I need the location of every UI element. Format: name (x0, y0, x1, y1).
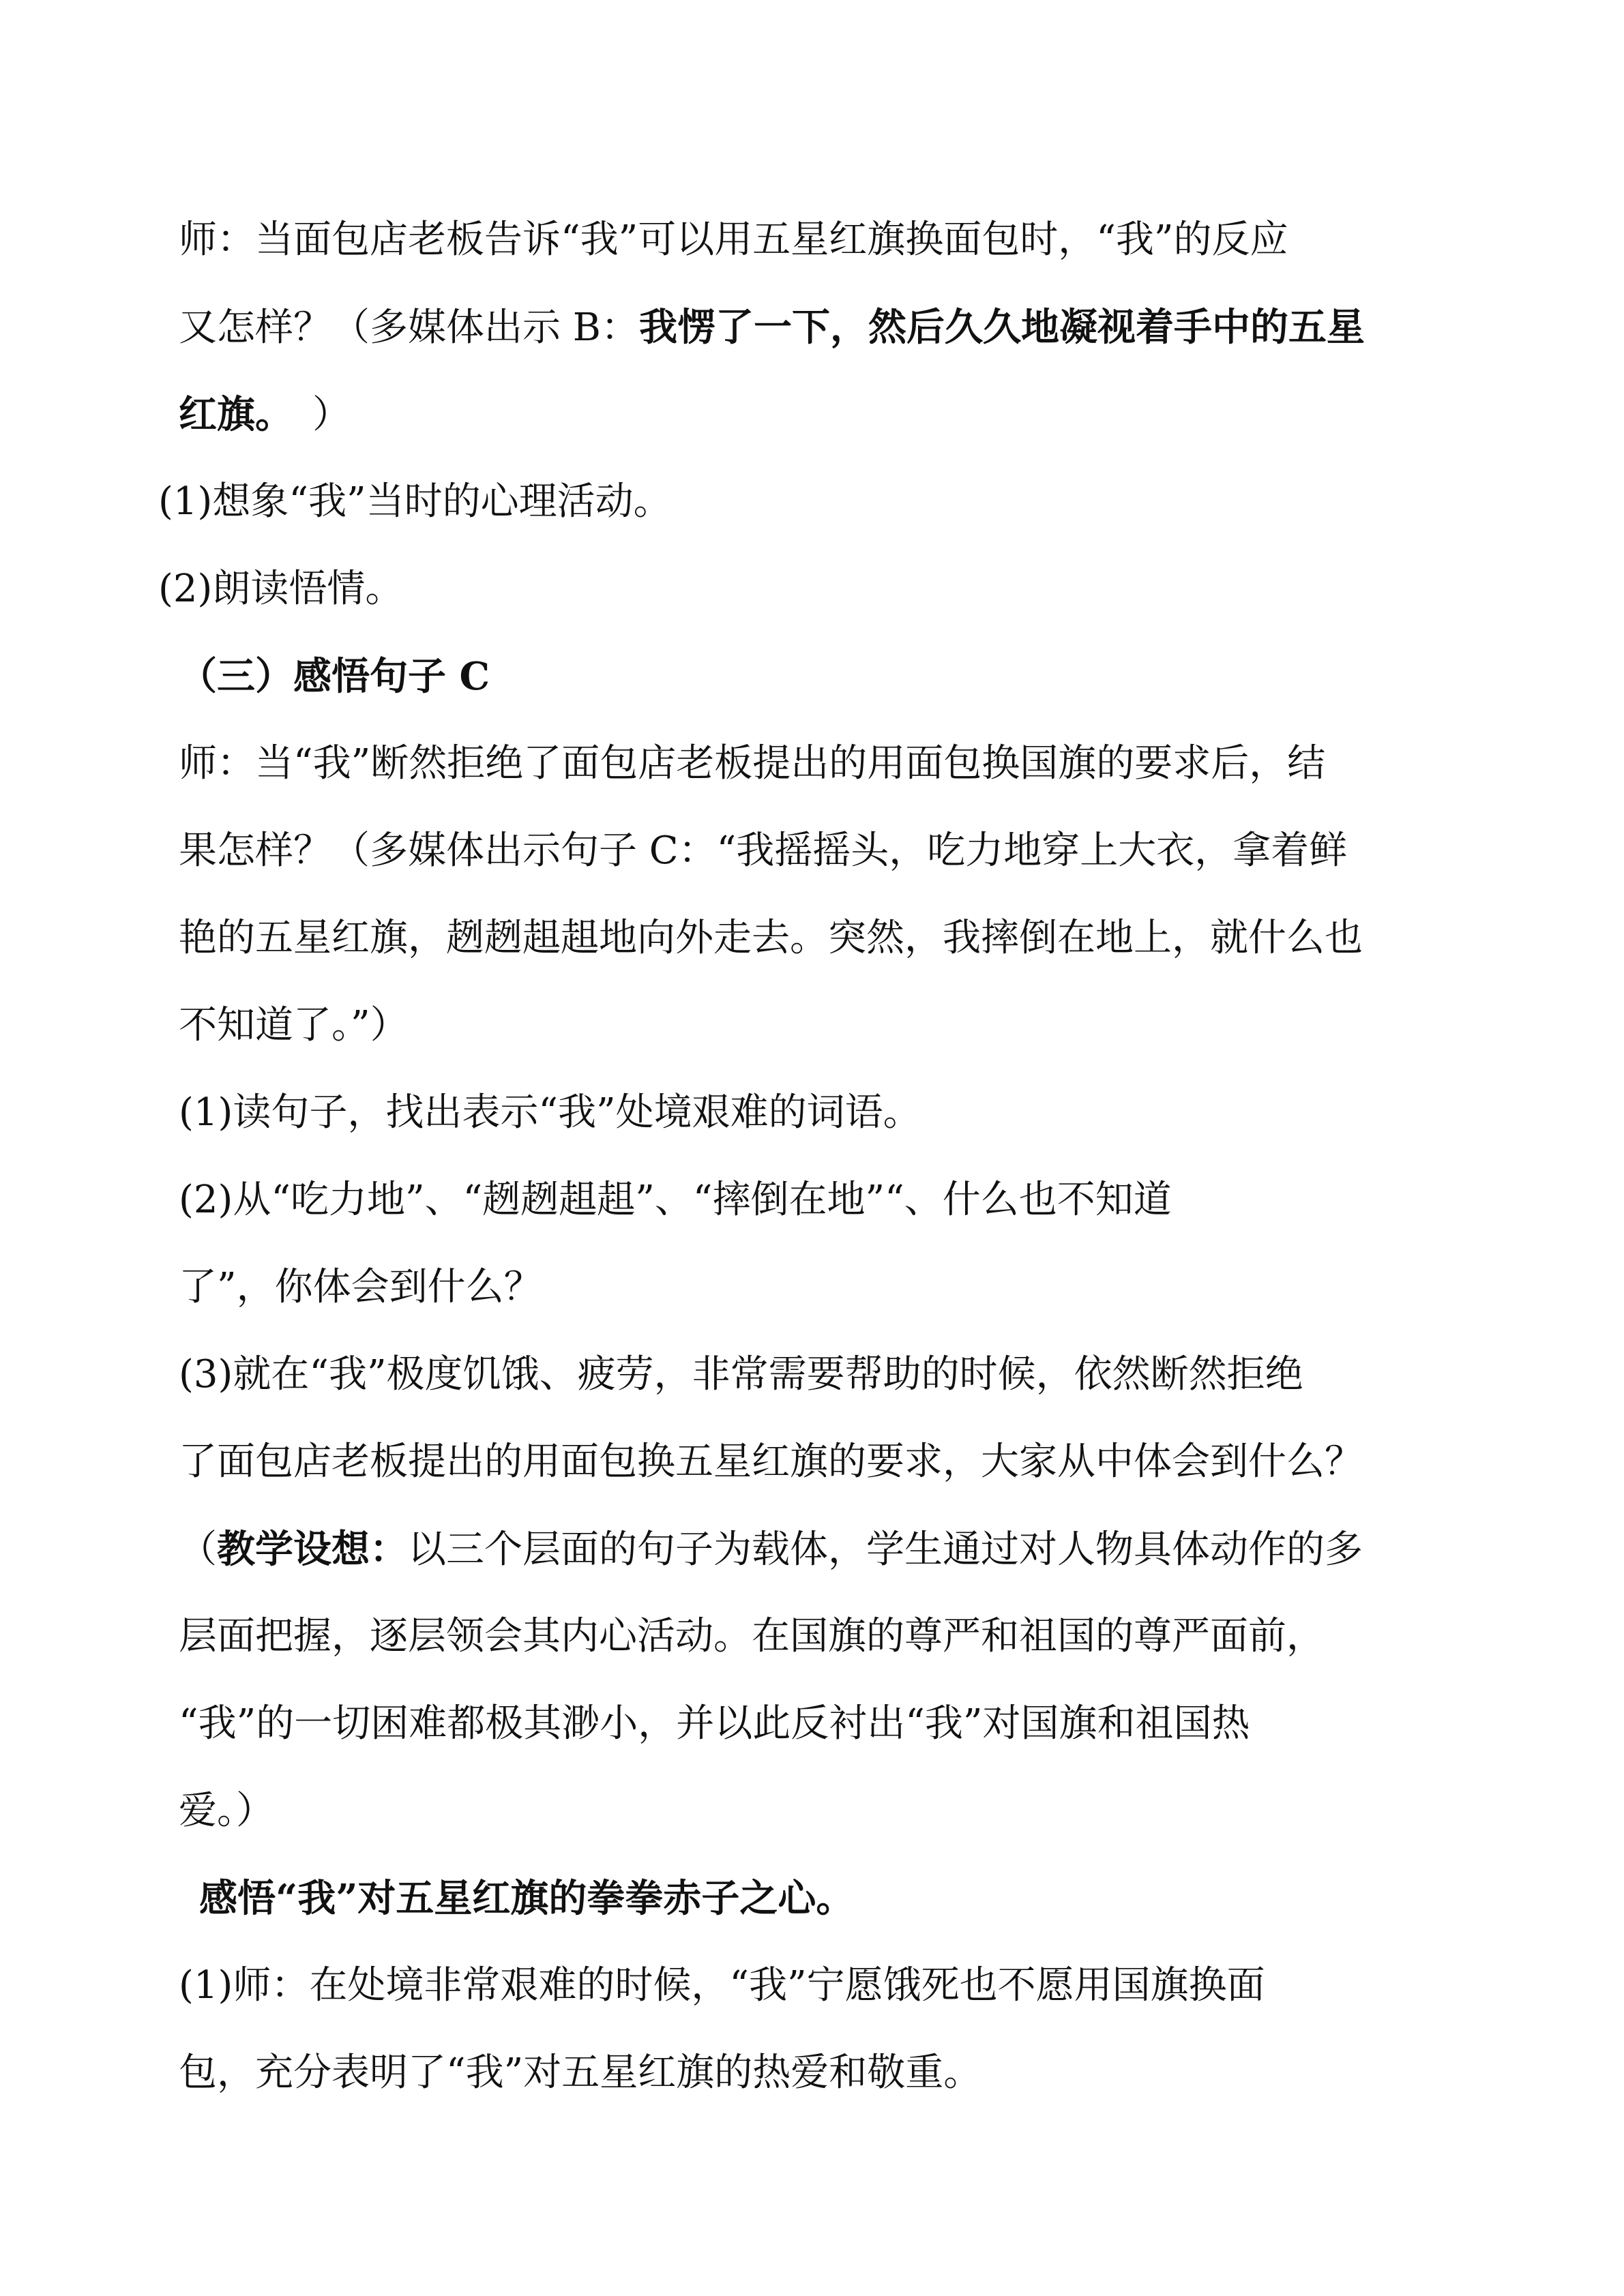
line-text: (1)师：在处境非常艰难的时候，“我”宁愿饿死也不愿用国旗换面 (179, 1963, 1265, 2008)
line-text: (1)想象“我”当时的心理活动。 (158, 479, 672, 524)
line-text: 了”，你体会到什么？ (179, 1265, 542, 1309)
line-text: （ (179, 1527, 217, 1572)
paragraph-line (179, 1693, 1250, 1755)
list-item (179, 1954, 1265, 2017)
line-text: 层面把握，逐层领会其内心活动。在国旗的尊严和祖国的尊严面前， (179, 1614, 1325, 1658)
bold-quote-text: 红旗。 (179, 392, 274, 437)
paragraph-line (179, 1431, 1363, 1493)
line-text: 艳的五星红旗，趔趔趄趄地向外走去。突然，我摔倒在地上，就什么也 (179, 916, 1363, 960)
line-text: 以三个层面的句子为载体，学生通过对人物具体动作的多 (408, 1527, 1363, 1572)
line-text: 包，充分表明了“我”对五星红旗的热爱和敬重。 (179, 2051, 982, 2095)
paragraph-line (179, 1518, 1363, 1581)
list-item (158, 558, 403, 621)
paragraph-line (179, 1780, 274, 1843)
list-item (158, 471, 672, 533)
line-text: 师：当“我”断然拒绝了面包店老板提出的用面包换国旗的要求后，结 (179, 741, 1326, 786)
line-text: “我”的一切困难都极其渺小，并以此反衬出“我”对国旗和祖国热 (179, 1701, 1250, 1746)
bold-label-text: 教学设想： (217, 1527, 408, 1572)
paragraph-line (179, 820, 1347, 882)
line-text: 不知道了。”） (179, 1003, 409, 1047)
paragraph-line (179, 209, 1288, 271)
paragraph-line (179, 732, 1325, 795)
line-text: (2)朗读悟情。 (158, 567, 404, 611)
list-item (179, 1343, 1303, 1406)
paragraph-line (179, 994, 409, 1057)
section-heading (179, 645, 490, 708)
paragraph-line (179, 2042, 981, 2104)
line-text: (2)从“吃力地”、“趔趔趄趄”、“摔倒在地”“、什么也不知道 (179, 1178, 1172, 1222)
line-text: 师：当面包店老板告诉“我”可以用五星红旗换面包时，“我”的反应 (179, 218, 1288, 262)
heading-text: 感悟“我”对五星红旗的拳拳赤子之心。 (199, 1876, 855, 1921)
line-text: (3)就在“我”极度饥饿、疲劳，非常需要帮助的时候，依然断然拒绝 (179, 1352, 1303, 1397)
paragraph-line (179, 383, 351, 446)
line-text: 又怎样？（多媒体出示 B： (179, 305, 639, 350)
paragraph-line (179, 907, 1363, 970)
heading-text: （三）感悟句子 C (179, 654, 490, 699)
line-text: ） (274, 393, 351, 437)
paragraph-line (179, 1605, 1325, 1668)
bold-quote-text: 我愣了一下，然后久久地凝视着手中的五星 (638, 305, 1365, 350)
paragraph-line (179, 296, 1365, 359)
list-item (179, 1169, 1172, 1232)
paragraph-line (179, 1256, 542, 1319)
line-text: 了面包店老板提出的用面包换五星红旗的要求，大家从中体会到什么？ (179, 1440, 1363, 1484)
section-heading (199, 1867, 854, 1930)
line-text: 爱。） (179, 1789, 274, 1833)
list-item (179, 1082, 921, 1144)
line-text: (1)读句子，找出表示“我”处境艰难的词语。 (179, 1090, 921, 1135)
line-text: 果怎样？（多媒体出示句子 C：“我摇摇头，吃力地穿上大衣，拿着鲜 (179, 829, 1348, 873)
